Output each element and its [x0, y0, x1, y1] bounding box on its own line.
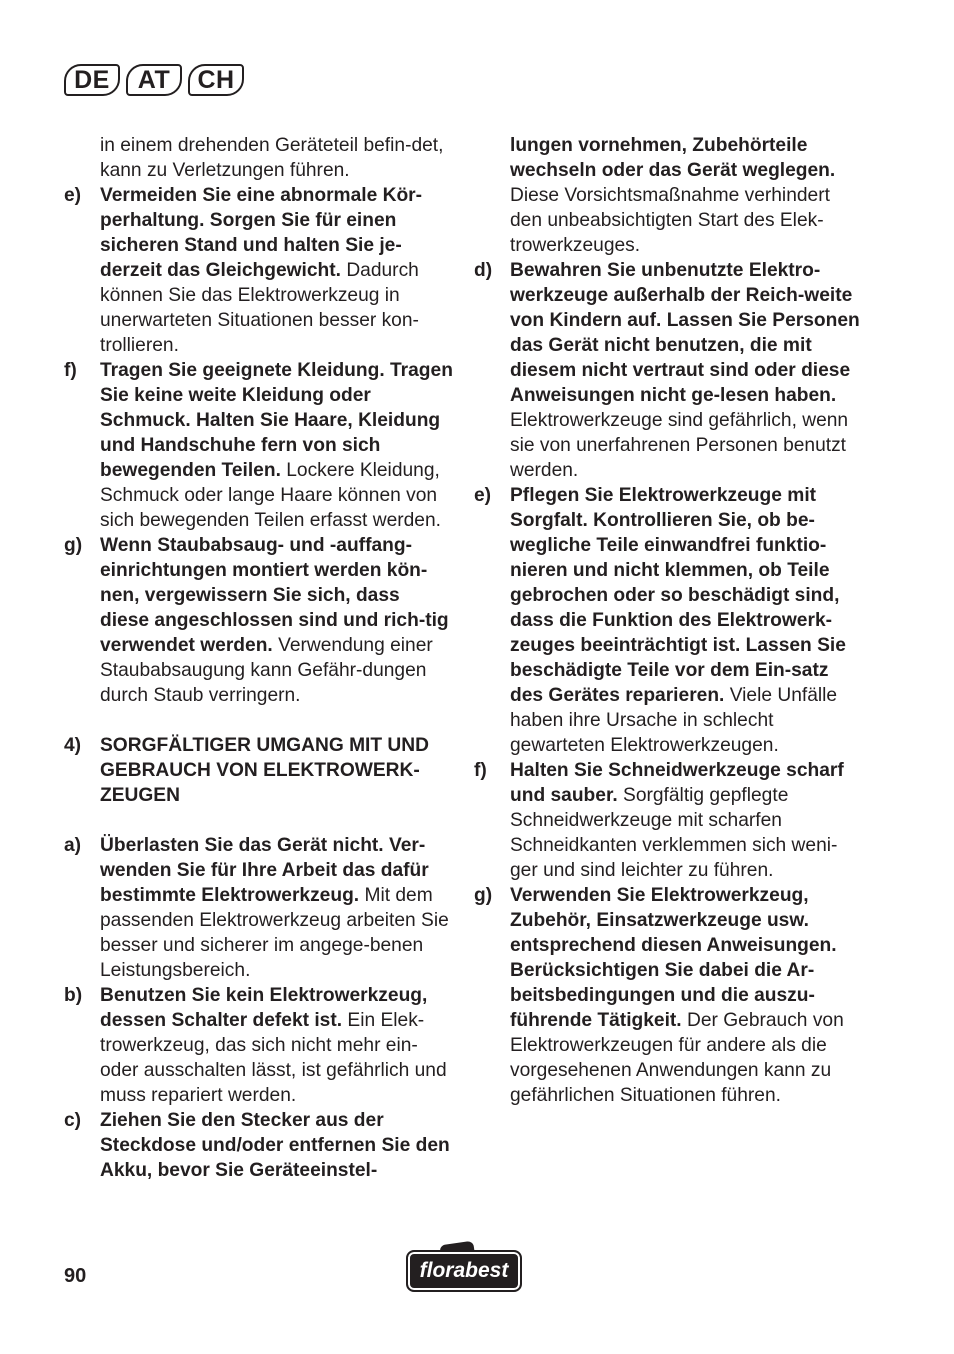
item-label: b) [64, 985, 83, 1006]
language-badge-ch: CH [188, 64, 244, 96]
section-heading-4 [64, 733, 454, 808]
language-badge-at: AT [126, 64, 182, 96]
item-label: e) [474, 485, 492, 506]
item-text: Dadurch können Sie das Elektrowerkzeug in unerwarteten Situationen besser kon-trollieren. [100, 260, 419, 356]
list-item-b [64, 983, 454, 1108]
right-column [474, 133, 864, 1108]
item-label: c) [64, 1110, 82, 1131]
list-item-g [474, 883, 864, 1108]
item-bold-text: Wenn Staubabsaug- und -auffang-einrichtungen montiert werden kön-nen, vergewissern Sie sich, dass diese angeschlossen sind und rich-tig verwendet werden. [100, 535, 449, 656]
continued-text [474, 133, 864, 258]
item-bold-text: Überlasten Sie das Gerät nicht. Ver-wenden Sie für Ihre Arbeit das dafür bestimmte Elektrowerkzeug. [100, 835, 429, 906]
item-bold-text: Vermeiden Sie eine abnormale Kör-perhaltung. Sorgen Sie für einen sicheren Stand und halten Sie je-derzeit das Gleichgewicht. [100, 185, 423, 281]
item-bold-text: Halten Sie Schneidwerkzeuge scharf und sauber. [510, 760, 844, 806]
section-number: 4) [64, 735, 82, 756]
item-text: Verwendung einer Staubabsaugung kann Gefähr-dungen durch Staub verringern. [100, 635, 433, 706]
item-bold-text: Tragen Sie geeignete Kleidung. Tragen Sie keine weite Kleidung oder Schmuck. Halten Sie Haare, Kleidung und Handschuhe fern von sich bewegenden Teilen. [100, 360, 453, 481]
page-number: 90 [64, 1265, 87, 1287]
continued-text: in einem drehenden Geräteteil befin-det, kann zu Verletzungen führen. [100, 135, 444, 181]
item-text: Ein Elek-trowerkzeug, das sich nicht mehr ein- oder ausschalten lässt, ist gefährlich und muss repariert werden. [100, 1010, 447, 1106]
list-item-e [64, 183, 454, 358]
language-badges [64, 64, 244, 96]
item-label: d) [474, 260, 493, 281]
brand-logo: florabest [406, 1250, 522, 1292]
item-label: g) [64, 535, 83, 556]
list-item-g [64, 533, 454, 708]
item-text: Mit dem passenden Elektrowerkzeug arbeiten Sie besser und sicherer im angege-benen Leistungsbereich. [100, 885, 449, 981]
continued-bold-text: lungen vornehmen, Zubehörteile wechseln oder das Gerät weglegen. [510, 135, 836, 181]
list-item-a [64, 833, 454, 983]
item-label: g) [474, 885, 493, 906]
item-label: e) [64, 185, 82, 206]
language-badge-de: DE [64, 64, 120, 96]
list-item-f [474, 758, 864, 883]
item-bold-text: Ziehen Sie den Stecker aus der Steckdose und/oder entfernen Sie den Akku, bevor Sie Geräteeinstel- [100, 1110, 450, 1181]
item-text: Sorgfältig gepflegte Schneidwerkzeuge mit scharfen Schneidkanten verklemmen sich weni-ger und sind leichter zu führen. [510, 785, 838, 881]
section-title: SORGFÄLTIGER UMGANG MIT UND GEBRAUCH VON ELEKTROWERK-ZEUGEN [100, 735, 430, 806]
item-bold-text: Verwenden Sie Elektrowerkzeug, Zubehör, Einsatzwerkzeuge usw. entsprechend diesen Anweisungen. Berücksichtigen Sie dabei die Ar-beitsbedingungen und die auszu-führende Tätigkeit. [510, 885, 837, 1031]
item-bold-text: Pflegen Sie Elektrowerkzeuge mit Sorgfalt. Kontrollieren Sie, ob be-wegliche Teile einwandfrei funktio-nieren und nicht klemmen, ob Teile gebrochen oder so beschädigt sind, dass die Funktion des Elektrowerk-zeuges beeinträchtigt ist. Lassen Sie beschädigte Teile vor dem Ein-satz des Gerätes reparieren. [510, 485, 846, 706]
list-item-c [64, 1108, 454, 1183]
item-bold-text: Benutzen Sie kein Elektrowerkzeug, dessen Schalter defekt ist. [100, 985, 428, 1031]
list-item-f [64, 358, 454, 533]
item-text: Der Gebrauch von Elektrowerkzeugen für andere als die vorgesehenen Anwendungen kann zu gefährlichen Situationen führen. [510, 1010, 844, 1106]
item-label: a) [64, 835, 82, 856]
item-label: f) [474, 760, 487, 781]
left-column [64, 133, 454, 1183]
continued-normal-text: Diese Vorsichtsmaßnahme verhindert den unbeabsichtigten Start des Elek-trowerkzeuges. [510, 185, 830, 256]
item-label: f) [64, 360, 77, 381]
list-item-d [474, 258, 864, 483]
item-text: Viele Unfälle haben ihre Ursache in schlecht gewarteten Elektrowerkzeugen. [510, 685, 838, 756]
item-text: Lockere Kleidung, Schmuck oder lange Haare können von sich bewegenden Teilen erfasst werden. [100, 460, 441, 531]
item-text: Elektrowerkzeuge sind gefährlich, wenn sie von unerfahrenen Personen benutzt werden. [510, 410, 849, 481]
list-item-e [474, 483, 864, 758]
item-bold-text: Bewahren Sie unbenutzte Elektro-werkzeuge außerhalb der Reich-weite von Kindern auf. Lassen Sie Personen das Gerät nicht benutzen, die mit diesem nicht vertraut sind oder diese Anweisungen nicht ge-lesen haben. [510, 260, 860, 406]
